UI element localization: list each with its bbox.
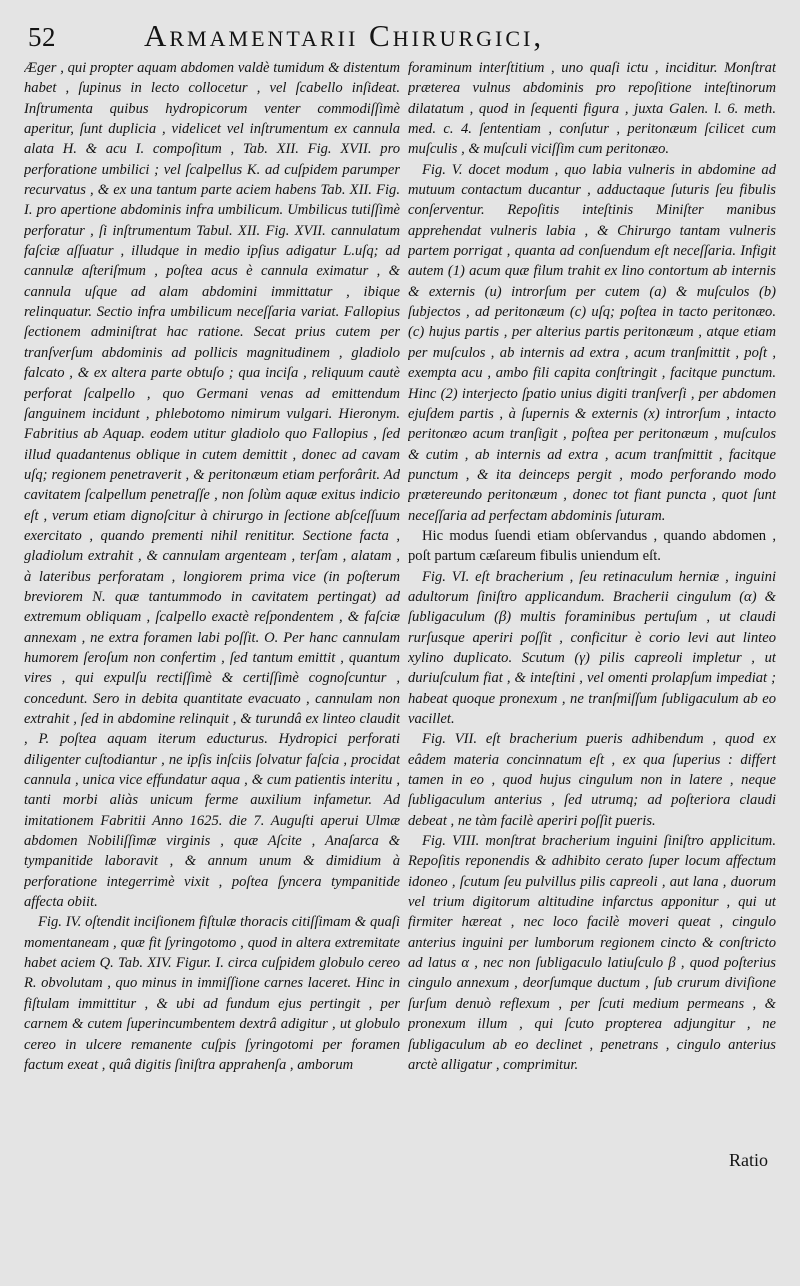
paragraph-fig-iv: Fig. IV. oſtendit inciſionem fiſtulæ thoracis citiſſimam & quaſi momentaneam , quæ fit ſyringotomo , quod in altera extremitate habet aciem Q. Tab. XIV. Figur. I. circa cuſpidem globulo cereo R. obvolutam , quo minus in immiſſione carnes laceret. Hinc in fiſtulam immittitur , & ubi ad fundum ejus pertingit , per carnem & cutem ſuperincumbentem dextrâ adigitur , ut globulo cereo in ulcere remanente cuſpis ſyringotomi per foramen factum exeat , quâ digitis ſiniſtra apprahenſa , amborum bbox=[24, 914, 400, 1073]
paragraph-fig-v: Fig. V. docet modum , quo labia vulneris in abdomine ad mutuum contactum ducantur , adductaque ſuturis ſeu fibulis conſerventur. Repoſitis inteſtinis Miniſter manibus apprehendat vulneris labia , & Chirurgo tantam vulneris partem porrigat , quanta ad conſuendum eſt neceſſaria. Infigit autem (1) acum quæ filum trahit ex lino contortum ab internis & externis (u) introrſum per cutem (a) & muſculos (b) ſubjectos , ad peritonæum (c) uſq; poſtea in tacto peritonæo. (c) hujus partis , per alterius partis peritonæum , atque etiam per muſculos , ab internis ad extra , acum tranſmittit , poſt , exempta acu , ambo fili capita conſtringit , facitque punctum. Hinc (2) interjecto ſpatio unius digiti tranſverſi , per abdomen ejuſdem partis , à ſupernis & externis (x) introrſum , intacto peritonæo acum tranſigit , poſtea per peritonæum , muſculos & cutim , ab internis ad extra , acum tranſmittit , facitque punctum , & ita deinceps pergit , modo perforando modo prætereundo peritonæum , donec tot fiant puncta , quot ſunt neceſſaria ad perfectam abdominis ſuturam. bbox=[408, 161, 776, 524]
running-head: Armamentarii Chirurgici, bbox=[144, 18, 545, 53]
left-column bbox=[24, 58, 400, 1128]
paragraph-fig-viii: Fig. VIII. monſtrat bracherium inguini ſiniſtro applicitum. Repoſitis reponendis & adhibito cerato ſuper locum affectum idoneo , ſcutum ſeu pulvillus pilis capreoli , aut lana , duorum vel trium digitorum altitudine infarctus apponitur , qui ut firmiter hæreat , nec loco facilè moveri queat , cingulo anterius inguini per lumborum regionem cincto & conſtricto ad latus α , nec non ſubligaculo latiuſculo β , quod poſterius cingulo annexum , deorſumque ductum , ſub crurum diviſione ſurſum denuò reflexum , per ſcuti medium permeans , & pronexum illum , qui ſcuto propterea adjungitur , ne ſubligaculum ab eo declinet , penetrans , cingulo anterius arctè alligatur , comprimitur. bbox=[408, 833, 776, 1073]
right-column bbox=[408, 58, 776, 1098]
paragraph-fig-vi: Fig. VI. eſt bracherium , ſeu retinaculum herniæ , inguini adultorum ſiniſtro applicandum. Bracherii cingulum (α) & ſubligaculum (β) multis foraminibus pertuſum , ut claudi rurſusque aperiri poſſit , conficitur è corio levi aut linteo xylino duplicato. Scutum (γ) pilis capreoli impletur , ut duriuſculum fiat , & inteſtini , vel omenti prolapſum impediat ; habeat quoque pronexum , ne tranſmiſſum ſubligaculum ab eo vacillet. bbox=[408, 568, 776, 727]
paragraph-caesarean-note: Hic modus ſuendi etiam obſervandus , quando abdomen , poſt partum cæſareum fibulis uniendum eſt. bbox=[408, 527, 776, 565]
paragraph-fig-vii: Fig. VII. eſt bracherium pueris adhibendum , quod ex eâdem materia concinnatum eſt , ex qua ſuperius : differt tamen in eo , quod hujus cingulum non in latere , neque ſubligaculum anterius , ſed utrumq; ad poſteriora claudi debeat , ne tàm facilè aperiri poſſit pueris. bbox=[408, 731, 776, 829]
page-number: 52 bbox=[28, 22, 56, 52]
paragraph-continuation: foraminum interſtitium , uno quaſi ictu , inciditur. Monſtrat præterea vulnus abdominis pro repoſitione inteſtinorum dilatatum , quod in ſequenti figura , juxta Galen. l. 6. meth. med. c. 4. ſententiam , conſutur , peritonæum ſcilicet cum muſculis , & muſculi viciſſim cum peritonæo. bbox=[408, 60, 776, 158]
catchword: Ratio bbox=[729, 1150, 768, 1170]
page-header bbox=[26, 18, 774, 58]
paragraph-hydrops: Æger , qui propter aquam abdomen valdè tumidum & distentum habet , ſupinus in lecto collocetur , vel ſcabello inſideat. Inſtrumenta quibus hydropicorum venter commodiſſimè aperitur, ſunt duplicia , videlicet vel inſtrumentum ex cannula alata H. & acu I. compoſitum , Tab. XII. Fig. XVII. pro perforatione umbilici ; vel ſcalpellus K. ad cuſpidem parumper recurvatus , & ex una tantum parte aciem habens Tab. XII. Fig. I. pro apertione abdominis infra umbilicum. Umbilicus tutiſſimè perforatur , ſi inſtrumentum Tabul. XII. Fig. XVII. cannulatum faſciæ aſſuatur , illudque in medio ipſius adigatur L.uſq; ad cannulæ aſteriſmum , poſtea acus è cannula eximatur , & cannula uſque ad alam abdomini immittatur , ibique relinquatur. Sectio infra umbilicum neceſſaria variat. Fallopius ſectionem adminiſtrat hac ratione. Secat prius cutem per tranſverſum abdominis ad pollicis magnitudinem , gladiolo falcato , & ex altera parte obtuſo ; qua inciſa , reliquum cautè perforat ſcalpello , quo Germani venas ad emittendum ſanguinem incidunt , phlebotomo nimirum vulgari. Hieronym. Fabritius ab Aquap. eodem utitur gladiolo quo Fallopius , ſed illud quadantenus oblique in cutem demittit , donec ad cavam uſq; regionem penetraverit , & peritonæum etiam perforârit. Ad cavitatem ſcalpellum penetraſſe , non ſolùm aquæ exitus indicio eſt , verum etiam dignoſcitur à chirurgo in ſectione abſceſſuum exercitato , quando prementi nihil renititur. Sectione facta , gladiolum extrahit , & cannulam argenteam , terſam , alatam , à lateribus perforatam , longiorem prima vice (in poſterum breviorem N. quæ tantummodo in cavitatem pertingat) ad extremum obliquam , ſcalpello exactè reſpondentem , & faſciæ annexam , ne extra foramen labi poſſit. O. Per hanc cannulam humorem ſeroſum non confertim , ſed tantum emittit , quantum vires , qui expulſu rectiſſimè & certiſſimè cognoſcuntur , concedunt. Sero in debita quantitate evacuato , cannulam non extrahit , ſed in abdomine relinquit , & turundâ ex linteo claudit , P. poſtea aquam iterum educturus. Hydropici perforati diligenter cuſtodiantur , ne ipſis inſciis ſolvatur faſcia , procidat cannula , unica vice effundatur aqua , & cum patientis interitu , tanti morbi aliàs unicum ferme auxilium infametur. Ad imitationem Fabritii Anno 1625. die 7. Auguſti aperui Ulmæ abdomen Nobiliſſimæ virginis , quæ Aſcite , Anaſarca & tympanitide laboravit , & annum unum & dimidium à perforatione integerrimè vixit , poſtea ſyncera tympanitide affecta obiit. bbox=[24, 60, 400, 911]
